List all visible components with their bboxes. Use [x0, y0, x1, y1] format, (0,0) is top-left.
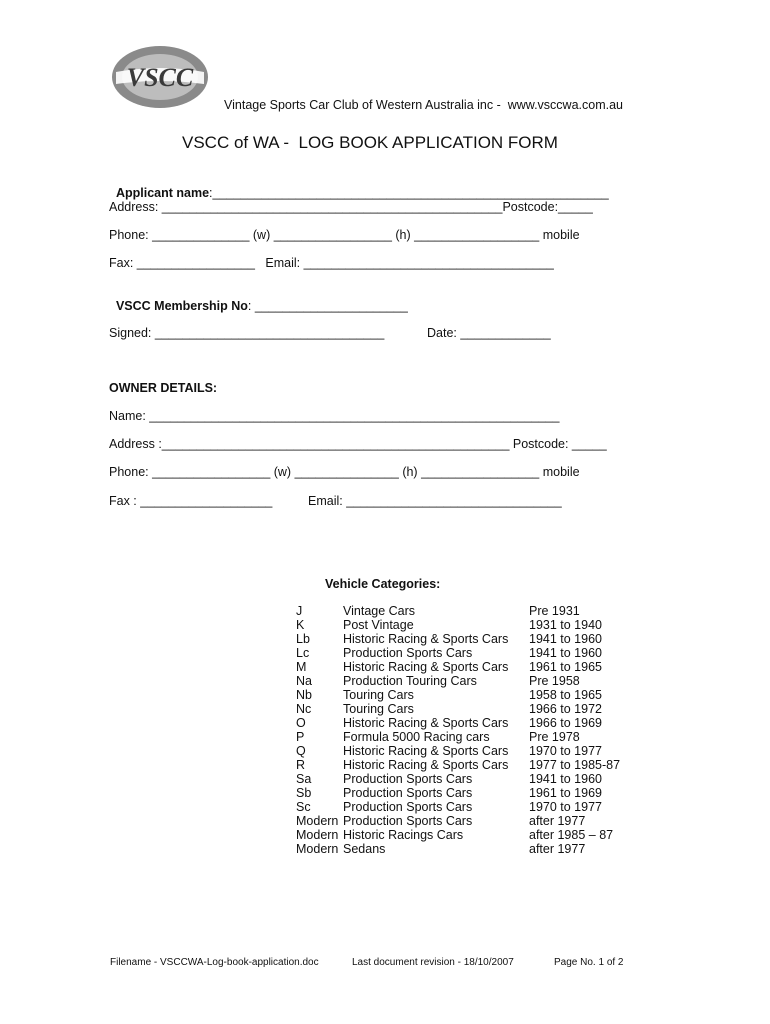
category-code: Nb: [296, 688, 312, 702]
category-name: Production Sports Cars: [343, 800, 473, 814]
category-code: Sa: [296, 772, 312, 786]
vehicle-categories-heading: Vehicle Categories:: [325, 577, 441, 591]
category-name: Historic Racing & Sports Cars: [343, 632, 509, 646]
category-row: [296, 786, 636, 800]
category-years: 1941 to 1960: [529, 632, 602, 646]
applicant-name-label: Applicant name: [115, 186, 210, 200]
category-years: after 1985 – 87: [529, 828, 614, 842]
club-logo: [110, 44, 210, 110]
footer-page-number: Page No. 1 of 2: [554, 957, 624, 968]
applicant-name-line[interactable]: :_________________________________________________________: [209, 186, 609, 200]
vehicle-categories-table: [296, 604, 636, 856]
logo-text: VSCC: [126, 63, 194, 92]
category-code: Nc: [296, 702, 312, 716]
category-name: Post Vintage: [343, 618, 414, 632]
category-years: 1961 to 1965: [529, 660, 602, 674]
category-name: Production Touring Cars: [343, 674, 477, 688]
category-code: Lc: [296, 646, 310, 660]
applicant-address-line[interactable]: Address: _________________________________________________Postcode:_____: [109, 200, 593, 214]
category-name: Historic Racing & Sports Cars: [343, 716, 509, 730]
applicant-phone-line[interactable]: Phone: ______________ (w) _________________ (h) __________________ mobile: [109, 228, 580, 242]
footer-filename: Filename - VSCCWA-Log-book-application.doc: [110, 957, 319, 968]
category-row: [296, 688, 636, 702]
category-years: 1966 to 1969: [529, 716, 602, 730]
category-row: [296, 842, 636, 856]
category-years: Pre 1931: [529, 604, 580, 618]
category-row: [296, 702, 636, 716]
category-row: [296, 604, 636, 618]
category-row: [296, 618, 636, 632]
category-name: Production Sports Cars: [343, 646, 473, 660]
membership-row[interactable]: [109, 285, 408, 313]
category-code: Modern: [296, 828, 339, 842]
category-name: Historic Racing & Sports Cars: [343, 660, 509, 674]
owner-name-line[interactable]: Name: ___________________________________________________________: [109, 409, 560, 423]
category-row: [296, 800, 636, 814]
category-years: 1977 to 1985-87: [529, 758, 621, 772]
membership-label: VSCC Membership No: [115, 299, 248, 313]
date-line[interactable]: Date: _____________: [427, 326, 551, 340]
owner-phone-line[interactable]: Phone: _________________ (w) _______________ (h) _________________ mobile: [109, 465, 580, 479]
category-years: Pre 1978: [529, 730, 580, 744]
category-row: [296, 716, 636, 730]
owner-fax-line[interactable]: Fax : ___________________: [109, 494, 273, 508]
category-code: Q: [296, 744, 306, 758]
category-name: Historic Racings Cars: [343, 828, 464, 842]
category-code: Modern: [296, 842, 339, 856]
owner-details-heading: OWNER DETAILS:: [109, 381, 218, 395]
category-row: [296, 632, 636, 646]
membership-line[interactable]: : ______________________: [247, 299, 408, 313]
category-years: 1966 to 1972: [529, 702, 602, 716]
category-code: Modern: [296, 814, 339, 828]
category-name: Production Sports Cars: [343, 772, 473, 786]
category-years: 1970 to 1977: [529, 744, 602, 758]
category-code: Sb: [296, 786, 312, 800]
category-row: [296, 814, 636, 828]
category-row: [296, 772, 636, 786]
category-name: Touring Cars: [343, 688, 414, 702]
category-code: M: [296, 660, 307, 674]
owner-address-line[interactable]: Address :__________________________________________________ Postcode: _____: [109, 437, 607, 451]
category-name: Historic Racing & Sports Cars: [343, 758, 509, 772]
category-years: Pre 1958: [529, 674, 580, 688]
category-row: [296, 828, 636, 842]
category-name: Formula 5000 Racing cars: [343, 730, 490, 744]
category-code: R: [296, 758, 306, 772]
footer-revision: Last document revision - 18/10/2007: [352, 957, 514, 968]
category-row: [296, 660, 636, 674]
category-row: [296, 758, 636, 772]
category-code: P: [296, 730, 305, 744]
owner-email-line[interactable]: Email: _______________________________: [308, 494, 562, 508]
category-row: [296, 744, 636, 758]
category-row: [296, 730, 636, 744]
category-years: after 1977: [529, 842, 586, 856]
category-code: J: [296, 604, 303, 618]
category-code: K: [296, 618, 305, 632]
applicant-name-row[interactable]: [109, 172, 609, 200]
category-name: Production Sports Cars: [343, 786, 473, 800]
category-years: after 1977: [529, 814, 586, 828]
category-years: 1941 to 1960: [529, 646, 602, 660]
signed-line[interactable]: Signed: _________________________________: [109, 326, 385, 340]
category-years: 1961 to 1969: [529, 786, 602, 800]
category-code: O: [296, 716, 306, 730]
category-name: Vintage Cars: [343, 604, 416, 618]
category-years: 1941 to 1960: [529, 772, 602, 786]
category-name: Production Sports Cars: [343, 814, 473, 828]
category-years: 1970 to 1977: [529, 800, 602, 814]
category-name: Touring Cars: [343, 702, 414, 716]
category-code: Sc: [296, 800, 311, 814]
category-years: 1931 to 1940: [529, 618, 602, 632]
category-name: Sedans: [343, 842, 386, 856]
category-name: Historic Racing & Sports Cars: [343, 744, 509, 758]
category-code: Lb: [296, 632, 310, 646]
form-title: VSCC of WA - LOG BOOK APPLICATION FORM: [182, 133, 558, 152]
category-row: [296, 646, 636, 660]
category-years: 1958 to 1965: [529, 688, 602, 702]
category-code: Na: [296, 674, 312, 688]
club-tagline: Vintage Sports Car Club of Western Australia inc - www.vsccwa.com.au: [224, 98, 624, 112]
applicant-fax-email-line[interactable]: Fax: _________________ Email: ____________________________________: [109, 256, 554, 270]
category-row: [296, 674, 636, 688]
